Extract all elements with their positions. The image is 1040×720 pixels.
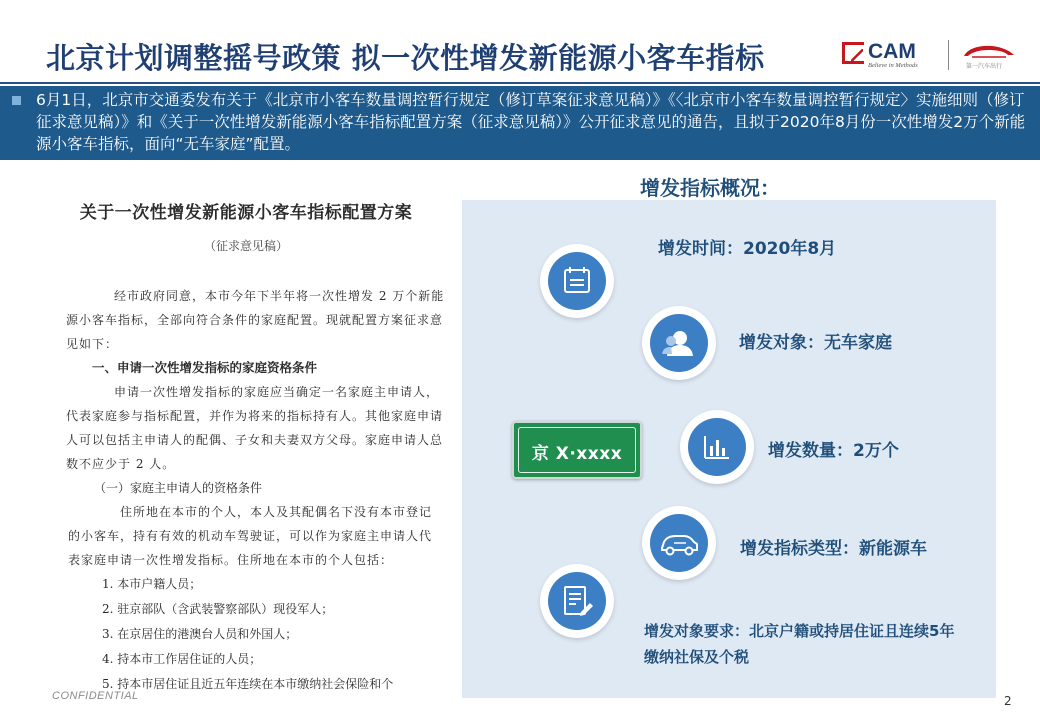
count-text: 增发数量：2万个 [768, 441, 899, 461]
calendar-icon [548, 252, 606, 310]
requirement-text: 增发对象要求：北京户籍或持居住证且连续5年缴纳社保及个税 [644, 622, 955, 666]
document-paragraph: 经市政府同意，本市今年下半年将一次性增发 2 万个新能源小客车指标，全部向符合条件的家庭配置。现就配置方案征求意见如下： [66, 289, 445, 351]
logo-divider [948, 40, 949, 70]
partner-logo-text: 第一汽车出行 [966, 63, 1003, 70]
header-divider [0, 82, 1040, 84]
overview-title: 增发指标概况： [640, 176, 780, 200]
page-number: 2 [1004, 694, 1012, 708]
partner-car-logo [958, 42, 1018, 70]
license-plate [512, 421, 642, 479]
document-paragraph: 住所地在本市的个人，本人及其配偶名下没有本市登记的小客车，持有有效的机动车驾驶证，可以作为家庭主申请人代表家庭申请一次性增发指标。住所地在本市的个人包括： [68, 505, 433, 567]
document-title: 关于一次性增发新能源小客车指标配置方案 [79, 203, 413, 223]
cam-logo-mark [842, 42, 864, 64]
car-icon [650, 514, 708, 572]
document-list-item: 1. 本市户籍人员； [102, 577, 202, 591]
type-text: 增发指标类型：新能源车 [740, 539, 927, 559]
document-subheading: （一）家庭主申请人的资格条件 [94, 481, 263, 495]
document-list-item: 2. 驻京部队（含武装警察部队）现役军人； [102, 602, 334, 616]
time-circle [540, 244, 614, 318]
requirement-circle [540, 564, 614, 638]
type-circle [642, 506, 716, 580]
intro-band [0, 86, 1040, 160]
car-logo-icon [958, 42, 1018, 62]
cam-logo-tagline: Believe in Methods [868, 62, 918, 69]
document-list-item: 3. 在京居住的港澳台人员和外国人； [102, 627, 298, 641]
cam-logo [842, 40, 942, 70]
bar-chart-icon [688, 418, 746, 476]
document-heading: 一、申请一次性增发指标的家庭资格条件 [92, 360, 318, 375]
time-text: 增发时间：2020年8月 [658, 239, 837, 259]
document-subtitle: （征求意见稿） [203, 239, 288, 253]
user-icon [650, 314, 708, 372]
document-excerpt [44, 178, 448, 700]
document-edit-icon [548, 572, 606, 630]
intro-text: 6月1日，北京市交通委发布关于《北京市小客车数量调控暂行规定（修订草案征求意见稿）》《〈北京市小客车数量调控暂行规定〉实施细则（修订征求意见稿）》和《关于一次性增发新能源小客车指标配置方案（征求意见稿）》公开征求意见的通告，且拟于2020年8月份一次性增发2万个新能源小客车指标，面向“无车家庭”配置。 [36, 91, 1026, 153]
confidential-label: CONFIDENTIAL [52, 690, 139, 702]
bullet-icon [12, 96, 21, 105]
document-list-item: 4. 持本市工作居住证的人员； [102, 652, 262, 666]
count-circle [680, 410, 754, 484]
cam-logo-text: CAM [868, 40, 916, 63]
document-list-item: 5. 持本市居住证且近五年连续在本市缴纳社会保险和个 [102, 677, 394, 691]
slide-title: 北京计划调整摇号政策 拟一次性增发新能源小客车指标 [46, 41, 765, 75]
target-text: 增发对象：无车家庭 [739, 333, 892, 353]
document-paragraph: 申请一次性增发指标的家庭应当确定一名家庭主申请人，代表家庭参与指标配置，并作为将来的指标持有人。其他家庭申请人可以包括主申请人的配偶、子女和夫妻双方父母。家庭申请人总数不应少于 2 人。 [66, 385, 444, 471]
license-plate-text: 京 X·xxxx [531, 444, 623, 464]
target-circle [642, 306, 716, 380]
